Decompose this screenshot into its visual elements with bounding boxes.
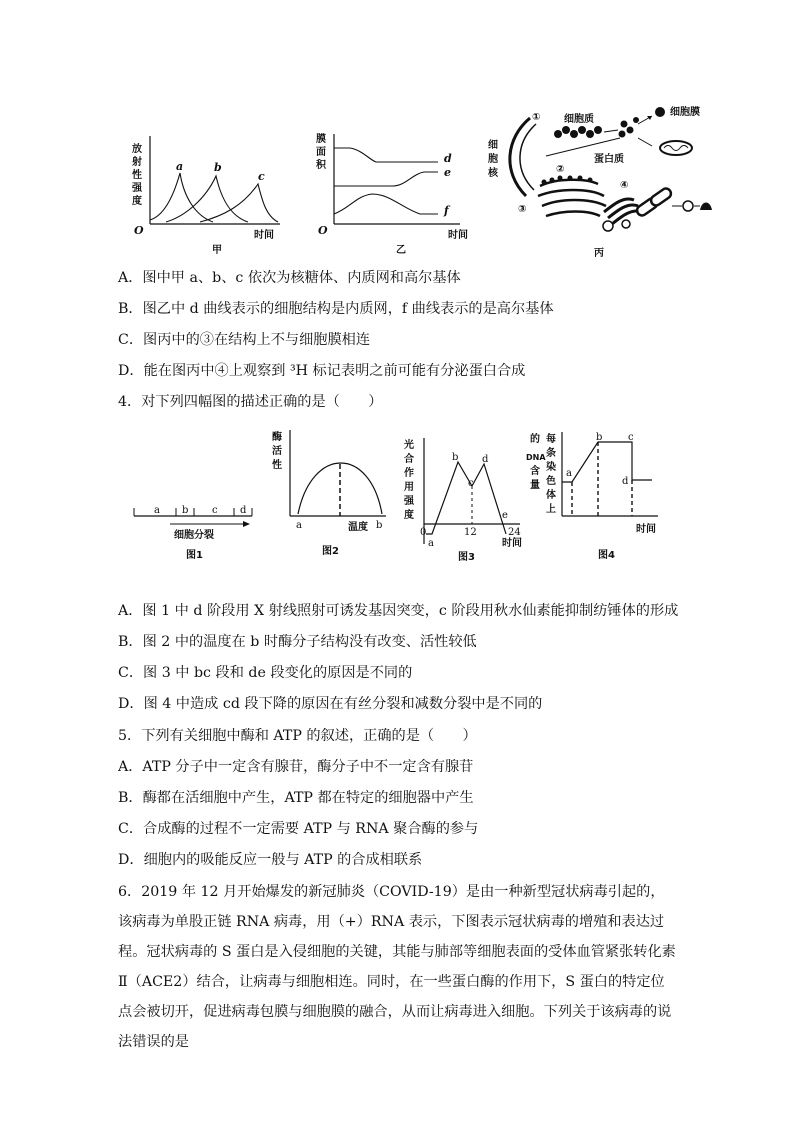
label-d: d — [622, 476, 629, 487]
figure-yi — [310, 128, 480, 258]
ylabel-char: 射 — [132, 157, 142, 168]
tick-0: 0 — [420, 527, 427, 538]
ylabel-char: 光 — [404, 440, 414, 451]
ylabel-char: 用 — [404, 482, 414, 493]
nucleus-char: 核 — [488, 168, 498, 179]
ribosome-chain-icon — [554, 126, 602, 138]
q4-option-b: B．图 2 中的温度在 b 时酶分子结构没有改变、活性较低 — [118, 634, 477, 650]
curve-b — [166, 176, 248, 222]
ylabel-left-top: 的 — [530, 434, 540, 445]
label-c: c — [258, 170, 265, 183]
curve-f — [334, 194, 438, 214]
ylabel-char: 作 — [404, 468, 414, 479]
q3-option-d: D．能在图丙中④上观察到 ³H 标记表明之前可能有分泌蛋白合成 — [118, 363, 526, 379]
caption-fig4: 图4 — [598, 550, 615, 561]
segment-d: d — [240, 505, 247, 516]
q5-stem: 5．下列有关细胞中酶和 ATP 的叙述，正确的是（ ） — [118, 728, 477, 744]
jia-ylabel — [131, 142, 143, 207]
ylabel-char: 积 — [316, 160, 326, 171]
ylabel-dna: DNA — [526, 453, 546, 462]
ylabel-char: 面 — [316, 147, 326, 158]
endoplasmic-reticulum-icon — [538, 176, 606, 217]
curve-e — [334, 172, 438, 186]
figure-3-graph — [402, 434, 532, 564]
label-n4: ④ — [620, 180, 629, 191]
label-b: b — [214, 161, 222, 174]
figure-2 — [270, 426, 400, 562]
ylabel-char: 合 — [404, 454, 414, 465]
figure-1-graph — [130, 496, 260, 566]
label-protein: 蛋白质 — [594, 154, 624, 165]
caption-bing: 丙 — [594, 248, 604, 259]
label-e: e — [502, 510, 508, 521]
ylabel-char: 条 — [546, 448, 556, 459]
x-label: 温度 — [348, 522, 368, 533]
caption-yi: 乙 — [396, 245, 406, 256]
q4-stem: 4．对下列四幅图的描述正确的是（ ） — [118, 394, 383, 410]
caption-fig1: 图1 — [186, 550, 203, 561]
nucleus-envelope-inner-icon — [520, 124, 536, 190]
label-a: a — [566, 468, 572, 479]
label-e: e — [444, 166, 451, 179]
caption-jia: 甲 — [212, 245, 222, 256]
origin-label: O — [318, 224, 328, 237]
segment-a: a — [154, 505, 160, 516]
segment-c: c — [212, 505, 218, 516]
figure-1 — [130, 496, 260, 566]
label-b: b — [596, 432, 603, 443]
ylabel-char: 量 — [530, 480, 540, 491]
nucleus-char: 胞 — [488, 154, 498, 165]
label-c: c — [468, 478, 474, 489]
mitochondrion-icon — [660, 141, 692, 155]
figure-yi-graph — [310, 128, 480, 258]
protein-cluster-icon — [619, 117, 640, 138]
arrow-icon — [604, 130, 618, 132]
q5-option-a: A．ATP 分子中一定含有腺苷，酶分子中不一定含有腺苷 — [118, 759, 474, 775]
label-d: d — [482, 454, 489, 465]
ylabel-char: 性 — [272, 460, 282, 471]
figure-4 — [526, 428, 666, 562]
segment-b: b — [182, 505, 189, 516]
curve-d — [334, 148, 438, 162]
ylabel-char: 染 — [546, 462, 556, 473]
label-n3: ③ — [518, 204, 527, 215]
label-cytoplasm: 细胞质 — [564, 114, 594, 125]
origin-label: O — [134, 224, 144, 237]
label-a: a — [176, 160, 184, 173]
ylabel-char: 度 — [404, 510, 414, 521]
caption-fig2: 图2 — [322, 546, 339, 557]
arrow-icon — [638, 138, 652, 146]
arrowhead-icon — [243, 521, 250, 527]
label-n2: ② — [556, 164, 565, 175]
q5-option-d: D．细胞内的吸能反应一般与 ATP 的合成相联系 — [118, 852, 423, 868]
x-label: 时间 — [254, 230, 274, 241]
x-label: 时间 — [636, 524, 656, 535]
label-d: d — [444, 152, 452, 165]
tick-12: 12 — [464, 527, 477, 538]
ylabel-char: 强 — [132, 183, 142, 194]
q3-option-b: B．图乙中 d 曲线表示的细胞结构是内质网，f 曲线表示的是高尔基体 — [118, 301, 554, 317]
golgi-apparatus-icon — [603, 199, 642, 231]
q4-option-a: A．图 1 中 d 阶段用 X 射线照射可诱发基因突变，c 阶段用秋水仙素能抑制纺锤体的形成 — [118, 603, 679, 619]
label-c: c — [628, 432, 634, 443]
tick-24: 24 — [508, 527, 521, 538]
ylabel-char: 酶 — [272, 432, 282, 443]
caption-fig3: 图3 — [458, 552, 475, 563]
ylabel-char: 放 — [132, 144, 142, 155]
nucleus-char: 细 — [488, 140, 498, 151]
ylabel-char: 膜 — [316, 134, 326, 145]
q3-option-a: A．图中甲 a、b、c 依次为核糖体、内质网和高尔基体 — [118, 270, 461, 286]
label-f: f — [444, 204, 449, 217]
x-label: 细胞分裂 — [174, 530, 214, 541]
label-n1: ① — [532, 112, 541, 123]
x-label: 时间 — [448, 230, 468, 241]
membrane-protein-icon — [655, 107, 665, 117]
figure-jia-graph — [118, 128, 288, 258]
ylabel-char: 活 — [272, 446, 282, 457]
figure-2-graph — [270, 426, 400, 562]
vesicle-transport-icon — [635, 187, 712, 218]
mitochondrion-cristae-icon — [664, 146, 688, 151]
figure-jia — [118, 128, 288, 258]
figure-bing — [486, 100, 716, 260]
q4-option-c: C．图 3 中 bc 段和 de 段变化的原因是不同的 — [118, 665, 413, 681]
x-label: 时间 — [502, 538, 522, 549]
q3-option-c: C．图丙中的③在结构上不与细胞膜相连 — [118, 332, 371, 348]
yi-ylabel — [316, 132, 327, 171]
ylabel-char: 性 — [132, 170, 142, 181]
figure-bing-diagram — [486, 100, 716, 260]
q5-option-b: B．酶都在活细胞中产生，ATP 都在特定的细胞器中产生 — [118, 790, 474, 806]
label-b: b — [452, 452, 459, 463]
ylabel-char: 度 — [132, 196, 142, 207]
q5-option-c: C．合成酶的过程不一定需要 ATP 与 RNA 聚合酶的参与 — [118, 821, 479, 837]
label-b: b — [376, 520, 383, 531]
q6-paragraph: 6．2019 年 12 月开始爆发的新冠肺炎（COVID-19）是由一种新型冠状病毒引起的，该病毒为单股正链 RNA 病毒，用（+）RNA 表示，下图表示冠状病毒的增殖和表达过程。冠状病毒的 S 蛋白是入侵细胞的关键，其能与肺部等细胞表面的受体血管紧张转化素Ⅱ（ACE2）结合，让病毒与细胞相连。同时，在一些蛋白酶的作用下，S 蛋白的特定位点会被切开，促进病毒包膜与细胞膜的融合，从而让病毒进入细胞。下列关于该病毒的说法错误的是 — [118, 884, 676, 1050]
q4-option-d: D．图 4 中造成 cd 段下降的原因在有丝分裂和减数分裂中是不同的 — [118, 696, 543, 712]
ylabel-char: 每 — [546, 434, 556, 445]
label-a: a — [296, 520, 302, 531]
photosynthesis-curve — [426, 462, 506, 534]
ylabel-char: 强 — [404, 496, 414, 507]
ylabel-char: 体 — [546, 490, 556, 501]
ylabel-char: 含 — [530, 466, 540, 477]
figure-4-graph — [526, 428, 666, 562]
label-membrane: 细胞膜 — [670, 107, 700, 118]
dna-content-curve — [562, 442, 652, 482]
ylabel-char: 色 — [546, 476, 556, 487]
ylabel-char: 上 — [546, 504, 556, 515]
figure-3 — [402, 434, 532, 564]
curve-c — [200, 184, 278, 222]
label-a: a — [428, 538, 434, 549]
